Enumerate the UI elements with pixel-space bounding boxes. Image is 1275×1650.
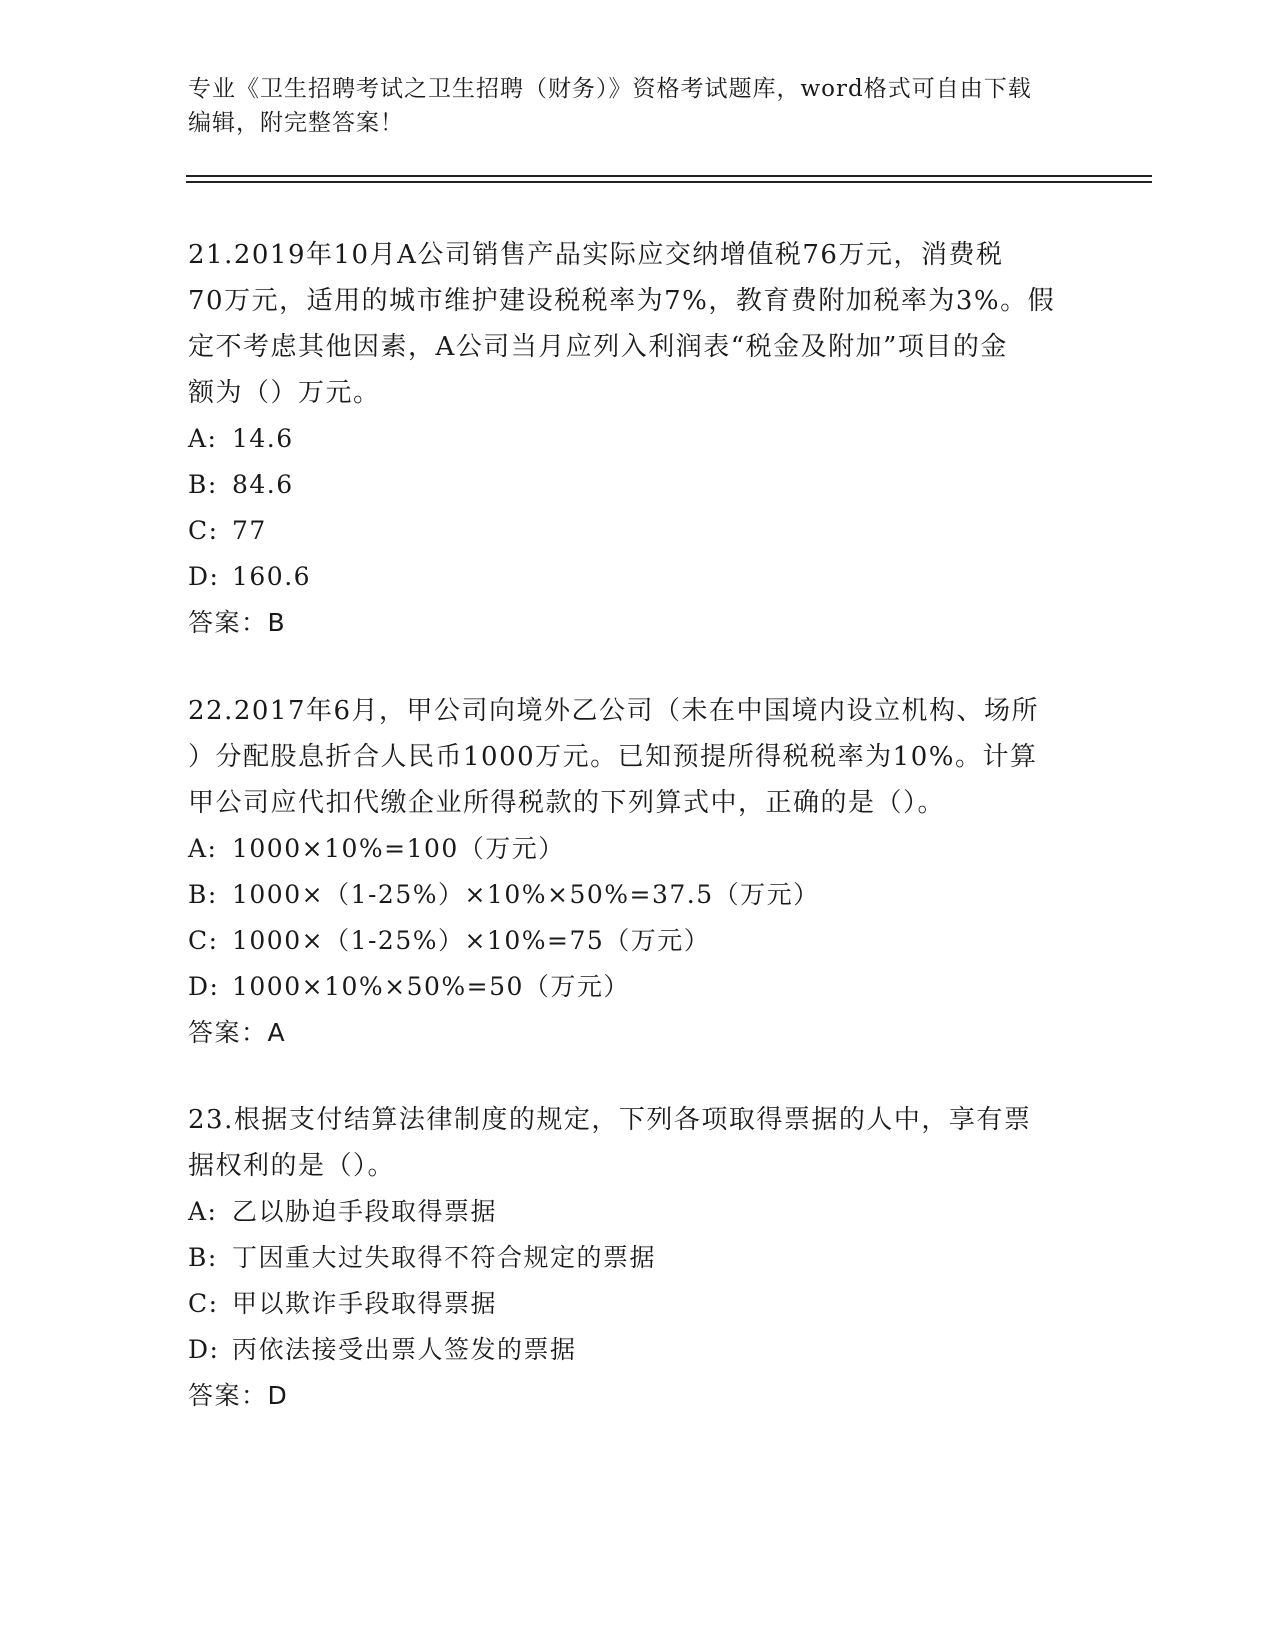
option-text: 丙依法接受出票人签发的票据 — [232, 1335, 577, 1364]
option-key: B: — [188, 1243, 218, 1272]
stem-line: ）分配股息折合人民币1000万元。已知预提所得税税率为10%。计算 — [188, 742, 1038, 772]
question-22 — [188, 688, 1088, 1056]
answer-line: 答案：A — [188, 1018, 287, 1047]
option-text: 1000×10%=100（万元） — [232, 834, 565, 863]
header-line-2: 编辑，附完整答案！ — [188, 110, 404, 136]
option-text: 77 — [232, 516, 267, 545]
option-c — [188, 918, 1088, 964]
question-23 — [188, 1097, 1088, 1419]
option-text: 160.6 — [232, 562, 312, 591]
option-a — [188, 416, 1088, 462]
option-key: D: — [188, 972, 220, 1001]
option-d — [188, 964, 1088, 1010]
option-text: 丁因重大过失取得不符合规定的票据 — [232, 1243, 657, 1272]
header-divider-bottom — [186, 181, 1152, 183]
option-text: 1000×（1-25%）×10%=75（万元） — [232, 926, 711, 955]
document-header — [188, 72, 1068, 140]
option-key: D: — [188, 1335, 220, 1364]
option-c — [188, 508, 1088, 554]
option-key: D: — [188, 562, 220, 591]
option-d — [188, 554, 1088, 600]
question-stem — [188, 232, 1088, 416]
option-key: C: — [188, 516, 219, 545]
option-key: B: — [188, 880, 218, 909]
stem-line: 额为（）万元。 — [188, 378, 381, 408]
option-a — [188, 1189, 1088, 1235]
option-text: 14.6 — [232, 424, 294, 453]
option-b — [188, 1235, 1088, 1281]
option-d — [188, 1327, 1088, 1373]
option-a — [188, 826, 1088, 872]
header-line-1: 专业《卫生招聘考试之卫生招聘（财务）》资格考试题库，word格式可自由下载 — [188, 76, 1032, 102]
option-key: A: — [188, 834, 218, 863]
answer-line: 答案：B — [188, 608, 287, 637]
header-divider-top — [186, 175, 1152, 177]
option-text: 甲以欺诈手段取得票据 — [232, 1289, 498, 1318]
option-b — [188, 872, 1088, 918]
option-b — [188, 462, 1088, 508]
stem-line: 甲公司应代扣代缴企业所得税款的下列算式中，正确的是（）。 — [188, 788, 946, 818]
stem-line: 定不考虑其他因素，A公司当月应列入利润表“税金及附加”项目的金 — [188, 332, 1008, 362]
answer-line: 答案：D — [188, 1381, 289, 1410]
option-text: 1000×（1-25%）×10%×50%=37.5（万元） — [232, 880, 820, 909]
stem-line: 70万元，适用的城市维护建设税税率为7%，教育费附加税率为3%。假 — [188, 286, 1056, 316]
stem-line: 23.根据支付结算法律制度的规定，下列各项取得票据的人中，享有票 — [188, 1105, 1032, 1135]
option-key: A: — [188, 1197, 218, 1226]
question-stem — [188, 1097, 1088, 1189]
option-key: B: — [188, 470, 218, 499]
option-key: C: — [188, 926, 219, 955]
option-key: A: — [188, 424, 218, 453]
option-text: 84.6 — [232, 470, 294, 499]
option-text: 1000×10%×50%=50（万元） — [232, 972, 630, 1001]
option-key: C: — [188, 1289, 219, 1318]
option-c — [188, 1281, 1088, 1327]
stem-line: 据权利的是（）。 — [188, 1151, 396, 1181]
question-stem — [188, 688, 1088, 826]
option-text: 乙以胁迫手段取得票据 — [232, 1197, 498, 1226]
stem-line: 22.2017年6月，甲公司向境外乙公司（未在中国境内设立机构、场所 — [188, 696, 1040, 726]
stem-line: 21.2019年10月A公司销售产品实际应交纳增值税76万元，消费税 — [188, 240, 1004, 270]
question-21 — [188, 232, 1088, 646]
